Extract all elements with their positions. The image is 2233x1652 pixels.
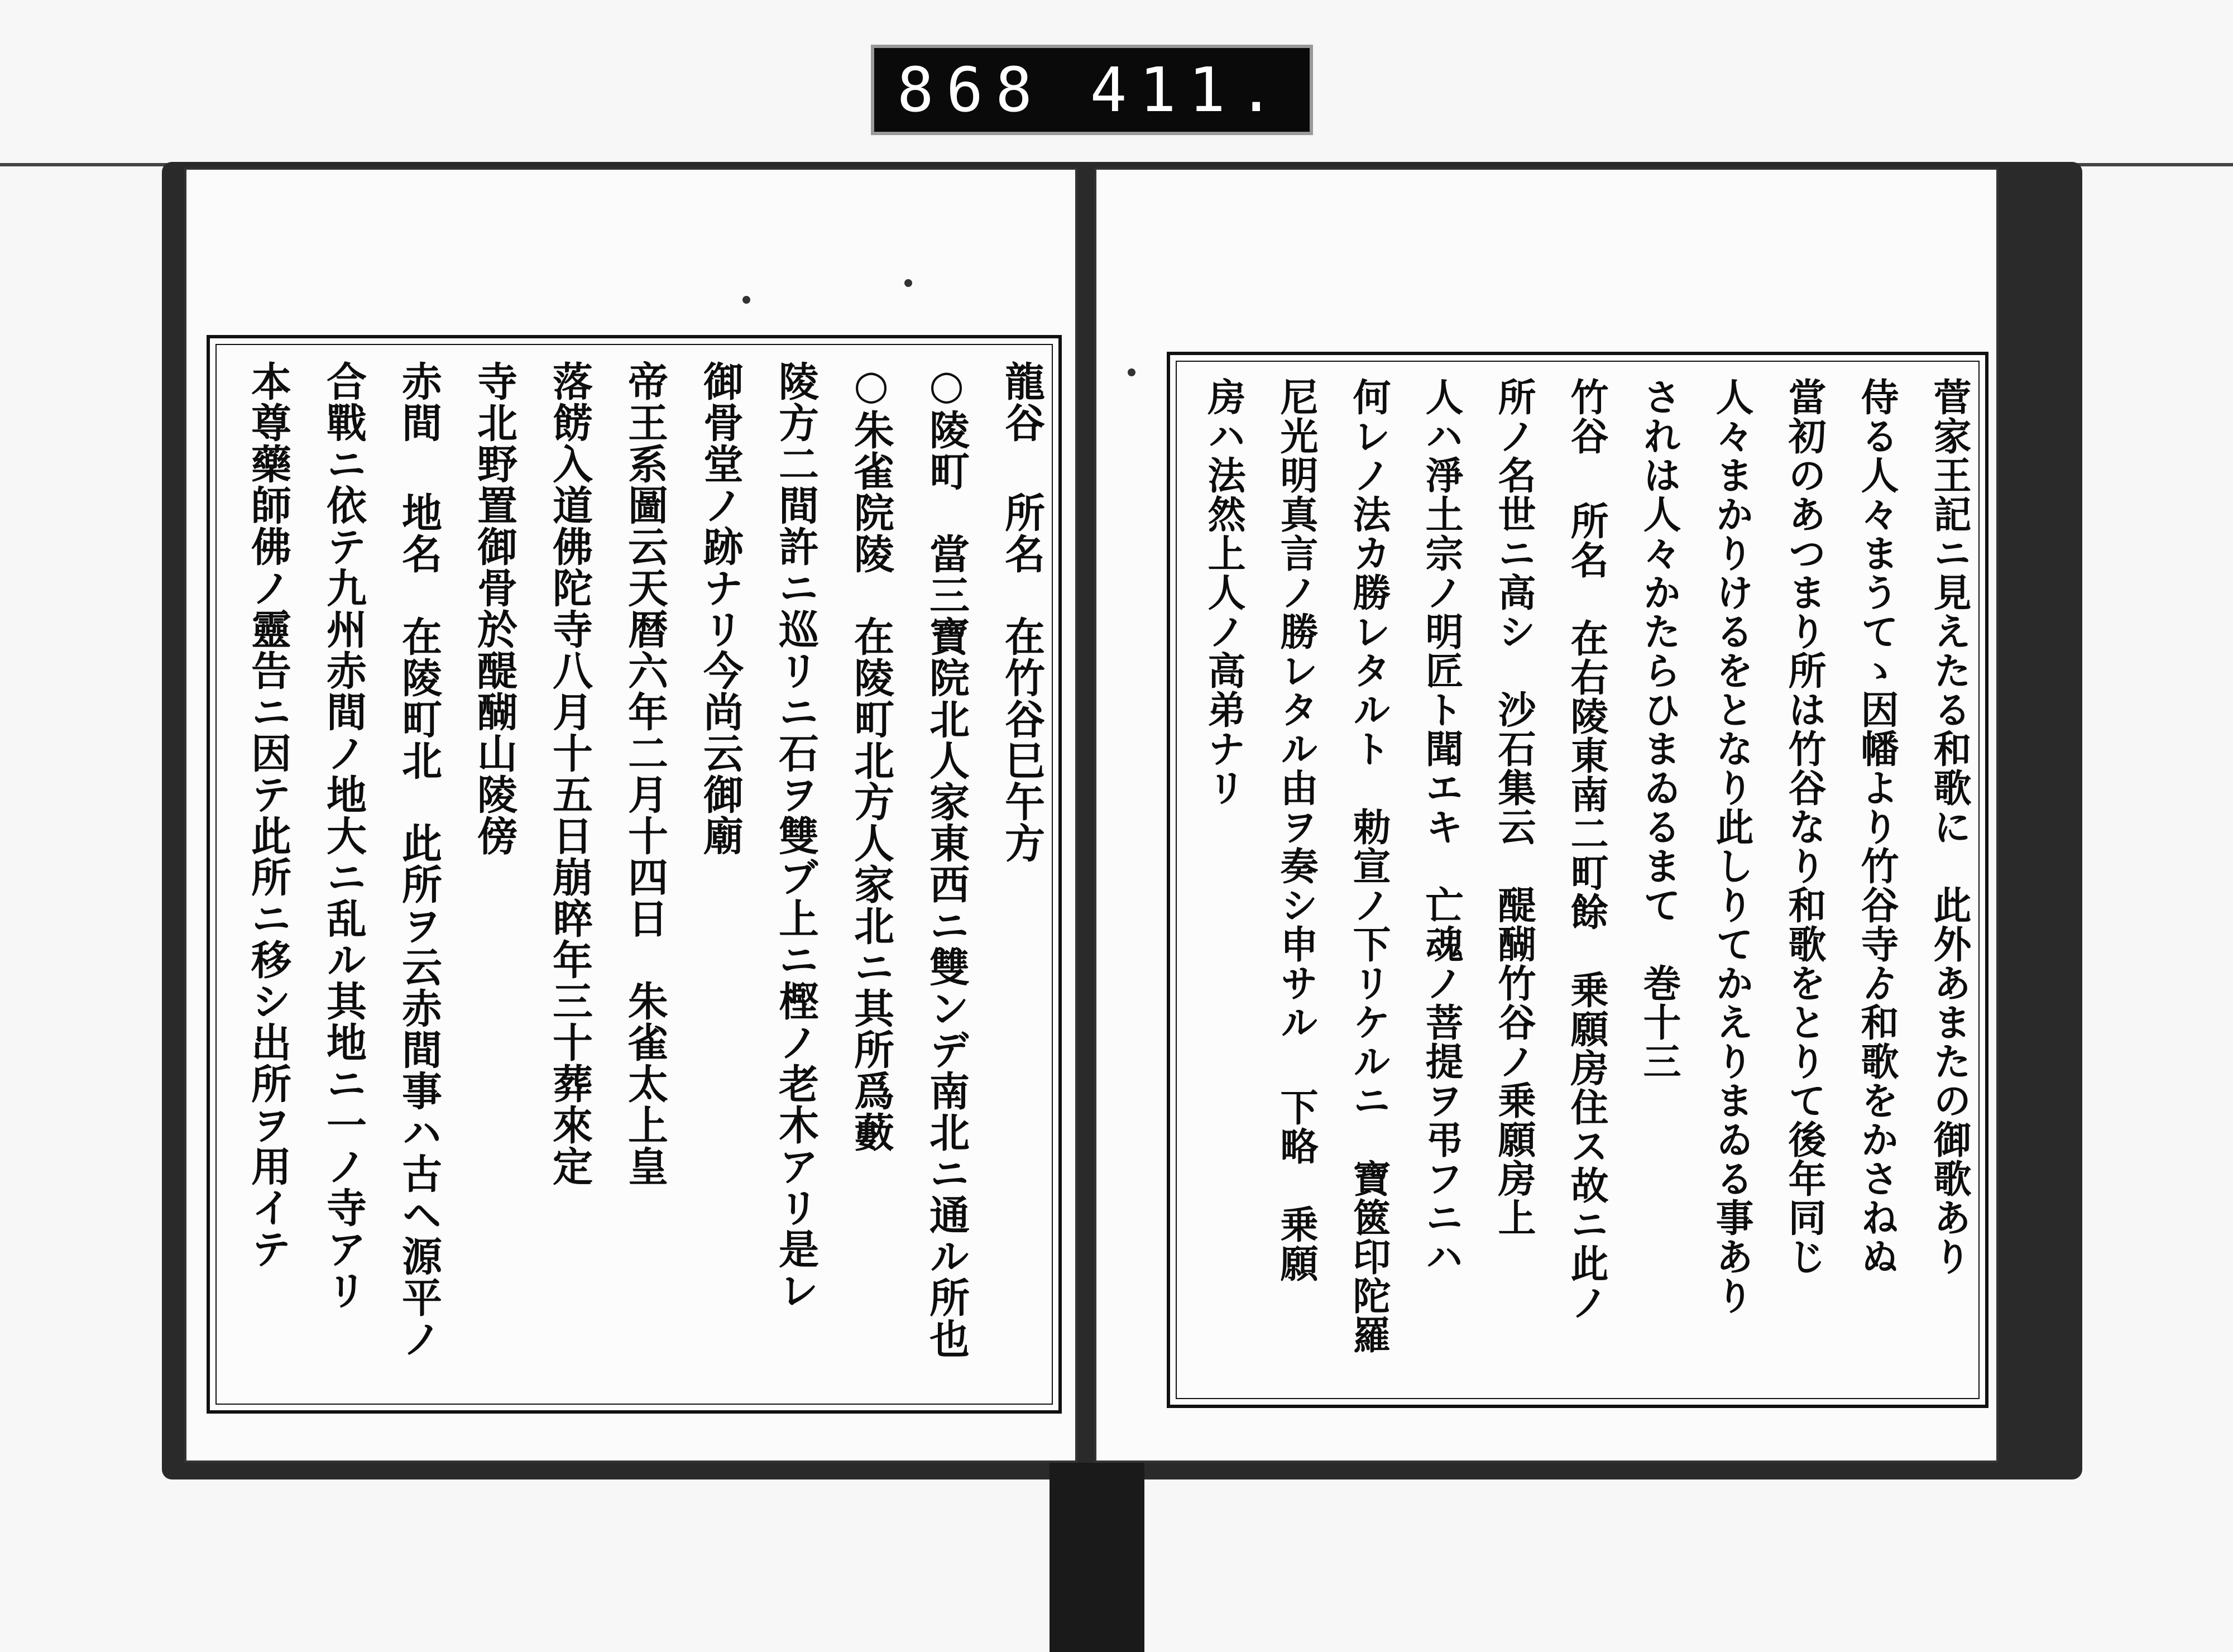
frame-number-left: 868 [897, 54, 1045, 126]
left-column-11: 本尊藥師佛ノ靈告ニ因テ此所ニ移シ出所ヲ用イテ [245, 361, 292, 1270]
right-column-9: 何レノ法カ勝レタルト 勅宣ノ下リケルニ 寶篋印陀羅 [1346, 377, 1391, 1354]
right-page [1094, 167, 1999, 1463]
left-column-9: 赤間 地名 在陵町北 此所ヲ云赤間事ハ古ヘ源平ノ [395, 361, 443, 1359]
right-column-2: 侍る人々まうてゝ因幡より竹谷寺ゟ和歌をかさねぬ [1855, 377, 1899, 1276]
right-column-3: 當初のあつまり所は竹谷なり和歌をとりて後年同じ [1782, 377, 1827, 1276]
left-page-text-block [207, 335, 1062, 1414]
dust-speck [904, 279, 912, 287]
book-spine-tail [1050, 1463, 1144, 1652]
right-column-1: 菅家王記ニ見えたる和歌に 此外あまたの御歌あり [1927, 377, 1972, 1276]
right-page-text-block [1167, 352, 1988, 1408]
left-column-3: ○朱雀院陵 在陵町北方人家北ニ其所爲藪 [847, 361, 895, 1153]
left-column-1: 龍谷 所名 在竹谷巳午方 [998, 361, 1046, 864]
right-column-5: されは人々かたらひまゐるまて 巻十三 [1637, 377, 1681, 1081]
left-column-6: 帝王系圖云天暦六年二月十四日 朱雀太上皇 [621, 361, 669, 1187]
frame-number-label [871, 45, 1313, 135]
right-column-7: 所ノ名世ニ高シ 沙石集云 醍醐竹谷ノ乗願房上 [1492, 377, 1536, 1237]
dust-speck [742, 296, 750, 304]
right-column-11: 房ハ法然上人ノ高弟ナリ [1201, 377, 1246, 807]
right-column-4: 人々まかりけるをとなり此しりてかえりまゐる事あり [1709, 377, 1754, 1315]
left-column-2: ○陵町 當三寶院北人家東西ニ雙ンデ南北ニ通ル所也 [923, 361, 970, 1359]
right-column-8: 人ハ淨土宗ノ明匠ト聞エキ 亡魂ノ菩提ヲ弔フニハ [1419, 377, 1464, 1276]
left-column-10: 合戰ニ依テ九州赤間ノ地大ニ乱ル其地ニ一ノ寺アリ [320, 361, 367, 1311]
left-column-5: 御骨堂ノ跡ナリ今尚云御廟 [697, 361, 744, 856]
left-column-8: 寺北野置御骨於醍醐山陵傍 [471, 361, 518, 856]
dust-speck [1128, 368, 1135, 376]
right-column-6: 竹谷 所名 在右陵東南二町餘 乗願房住ス故ニ此ノ [1564, 377, 1609, 1322]
frame-number-right: 411. [1090, 54, 1287, 126]
left-page [184, 167, 1077, 1463]
left-column-4: 陵方二間許ニ巡リニ石ヲ雙ブ上ニ樫ノ老木アリ是レ [772, 361, 820, 1311]
left-column-7: 落餝入道佛陀寺八月十五日崩睟年三十葬來定 [546, 361, 593, 1187]
right-column-10: 尼光明真言ノ勝レタル由ヲ奏シ申サル 下略 乗願 [1274, 377, 1319, 1283]
